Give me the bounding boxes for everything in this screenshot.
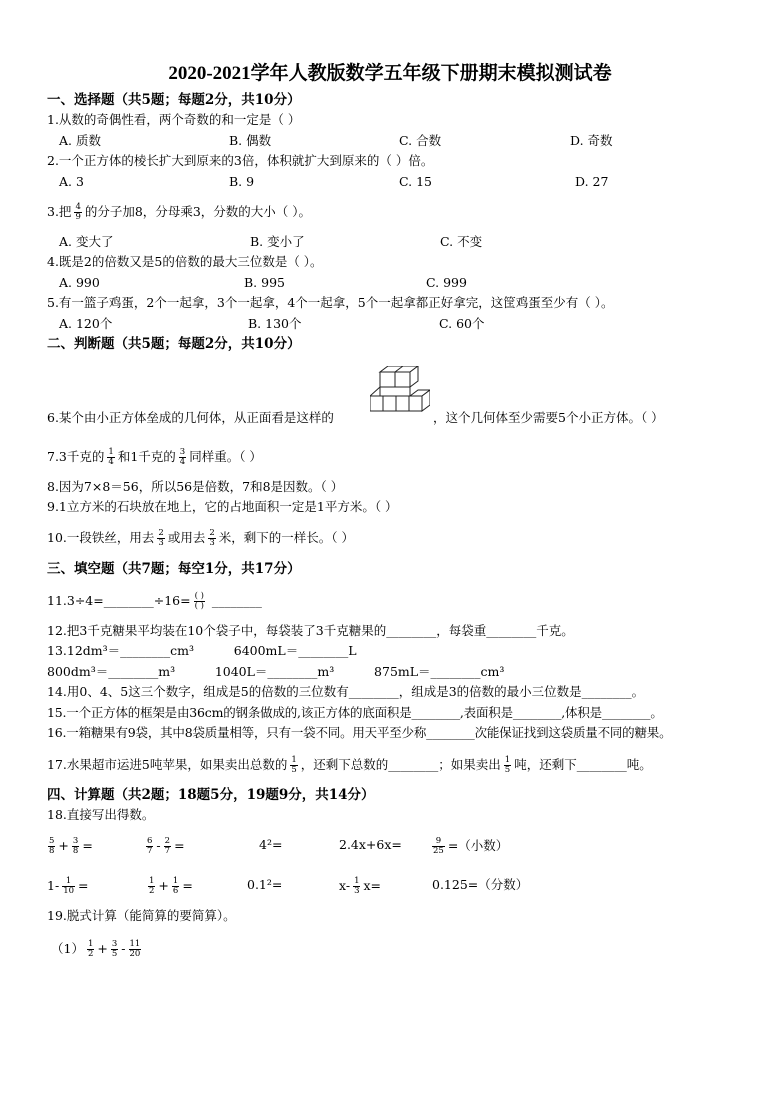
calc-r1-e1: $\frac{5}{8}$ + $\frac{3}{8}$ = bbox=[49, 836, 93, 856]
section-2-heading: 二、判断题（共5题；每题2分，共10分） bbox=[47, 336, 301, 352]
fraction: $\frac{4}{9}$ bbox=[75, 202, 81, 222]
q3-option-c: C. 不变 bbox=[440, 234, 483, 249]
question-13-line-2: 800dm³＝________m³ 1040L＝________m³ 875mL＝________cm³ bbox=[47, 664, 505, 679]
question-16: 16.一箱糖果有9袋，其中8袋质量相等，只有一袋不同。用天平至少称________次能保证找到这袋质量不同的糖果。 bbox=[47, 725, 672, 740]
calc-r2-e5: 0.125=（分数） bbox=[432, 877, 529, 892]
section-1-heading: 一、选择题（共5题；每题2分，共10分） bbox=[47, 92, 301, 108]
question-8: 8.因为7×8＝56，所以56是倍数，7和8是因数。（ ） bbox=[47, 479, 344, 494]
calc-r2-e2: $\frac{1}{2}$ + $\frac{1}{6}$ = bbox=[149, 876, 193, 896]
question-10: 10.一段铁丝，用去 $\frac{2}{3}$ 或用去 $\frac{2}{3}$ 米，剩下的一样长。（ ） bbox=[47, 528, 354, 548]
calc-r1-e4: 2.4x+6x= bbox=[339, 837, 402, 852]
calc-r1-e2: $\frac{6}{7}$ - $\frac{2}{7}$ = bbox=[147, 836, 185, 856]
q5-option-b: B. 130个 bbox=[248, 316, 302, 331]
fraction: $\frac{1}{5}$ bbox=[504, 755, 511, 775]
question-12: 12.把3千克糖果平均装在10个袋子中，每袋装了3千克糖果的________，每袋重________千克。 bbox=[47, 623, 574, 638]
calc-r2-e1: 1- $\frac{1}{10}$ = bbox=[47, 876, 89, 896]
question-3: 3.把 $\frac{4}{9}$ 的分子加8，分母乘3，分数的大小（ ）。 bbox=[47, 202, 311, 222]
question-11: 11.3÷4=________÷16= $\frac{( )}{( )}$ ________ bbox=[47, 591, 262, 611]
q2-option-a: A. 3 bbox=[59, 174, 84, 189]
question-14: 14.用0、4、5这三个数字，组成是5的倍数的三位数有________，组成是3的倍数的最小三位数是________。 bbox=[47, 684, 645, 699]
q1-option-d: D. 奇数 bbox=[570, 133, 613, 148]
fraction: $\frac{3}{4}$ bbox=[179, 447, 186, 467]
question-6-end: ，这个几何体至少需要5个小正方体。（ ） bbox=[433, 410, 664, 425]
page-title: 2020-2021学年人教版数学五年级下册期末模拟测试卷 bbox=[168, 63, 612, 84]
question-2: 2.一个正方体的棱长扩大到原来的3倍，体积就扩大到原来的（ ）倍。 bbox=[47, 153, 434, 168]
fraction: $\frac{2}{3}$ bbox=[209, 528, 215, 548]
q5-option-a: A. 120个 bbox=[59, 316, 113, 331]
q3-option-b: B. 变小了 bbox=[250, 234, 305, 249]
section-4-heading: 四、计算题（共2题；18题5分，19题9分，共14分） bbox=[47, 787, 375, 803]
calc-r2-e4: x- $\frac{1}{3}$ x= bbox=[339, 876, 382, 896]
q2-option-b: B. 9 bbox=[229, 174, 255, 189]
q2-option-d: D. 27 bbox=[575, 174, 609, 189]
question-6: 6.某个由小正方体垒成的几何体，从正面看是这样的 bbox=[47, 410, 334, 425]
calc-r1-e5: $\frac{9}{25}$ =（小数） bbox=[433, 836, 509, 856]
fraction: $\frac{1}{5}$ bbox=[291, 755, 297, 775]
q1-option-a: A. 质数 bbox=[59, 133, 101, 148]
question-5: 5.有一篮子鸡蛋，2个一起拿，3个一起拿，4个一起拿，5个一起拿都正好拿完，这筐鸡蛋至少有（ ）。 bbox=[47, 295, 614, 310]
q5-option-c: C. 60个 bbox=[439, 316, 485, 331]
question-18: 18.直接写出得数。 bbox=[47, 807, 155, 822]
question-7: 7.3千克的 $\frac{1}{4}$ 和1千克的 $\frac{3}{4}$ 同样重。（ ） bbox=[47, 447, 262, 467]
question-1: 1.从数的奇偶性看，两个奇数的和一定是（ ） bbox=[47, 112, 301, 127]
q4-option-b: B. 995 bbox=[244, 275, 285, 290]
cube-figure bbox=[370, 366, 430, 418]
calc-r2-e3: 0.1²= bbox=[247, 877, 283, 892]
calc-r1-e3: 4²= bbox=[259, 837, 283, 852]
fraction: $\frac{( )}{( )}$ bbox=[194, 591, 204, 611]
q4-option-c: C. 999 bbox=[426, 275, 467, 290]
question-15: 15.一个正方体的框架是由36cm的钢条做成的,该正方体的底面积是________,表面积是________,体积是________。 bbox=[47, 705, 663, 720]
question-13-line-1: 13.12dm³＝________cm³ 6400mL＝________L bbox=[47, 643, 357, 658]
question-19-part-1: （1） $\frac{1}{2}$ + $\frac{3}{5}$ - $\frac{11}{20}$ bbox=[51, 939, 141, 959]
fraction: $\frac{1}{4}$ bbox=[108, 447, 114, 467]
q1-option-b: B. 偶数 bbox=[229, 133, 272, 148]
q4-option-a: A. 990 bbox=[59, 275, 100, 290]
q3-option-a: A. 变大了 bbox=[59, 234, 114, 249]
q2-option-c: C. 15 bbox=[399, 174, 432, 189]
question-4: 4.既是2的倍数又是5的倍数的最大三位数是（ ）。 bbox=[47, 254, 323, 269]
question-9: 9.1立方米的石块放在地上，它的占地面积一定是1平方米。（ ） bbox=[47, 499, 398, 514]
fraction: $\frac{2}{3}$ bbox=[158, 528, 164, 548]
question-17: 17.水果超市运进5吨苹果，如果卖出总数的 $\frac{1}{5}$ ，还剩下总数的________；如果卖出 $\frac{1}{5}$ 吨，还剩下________吨。 bbox=[47, 755, 652, 775]
question-19: 19.脱式计算（能简算的要简算）。 bbox=[47, 908, 236, 923]
section-3-heading: 三、填空题（共7题；每空1分，共17分） bbox=[47, 561, 301, 577]
q1-option-c: C. 合数 bbox=[399, 133, 442, 148]
